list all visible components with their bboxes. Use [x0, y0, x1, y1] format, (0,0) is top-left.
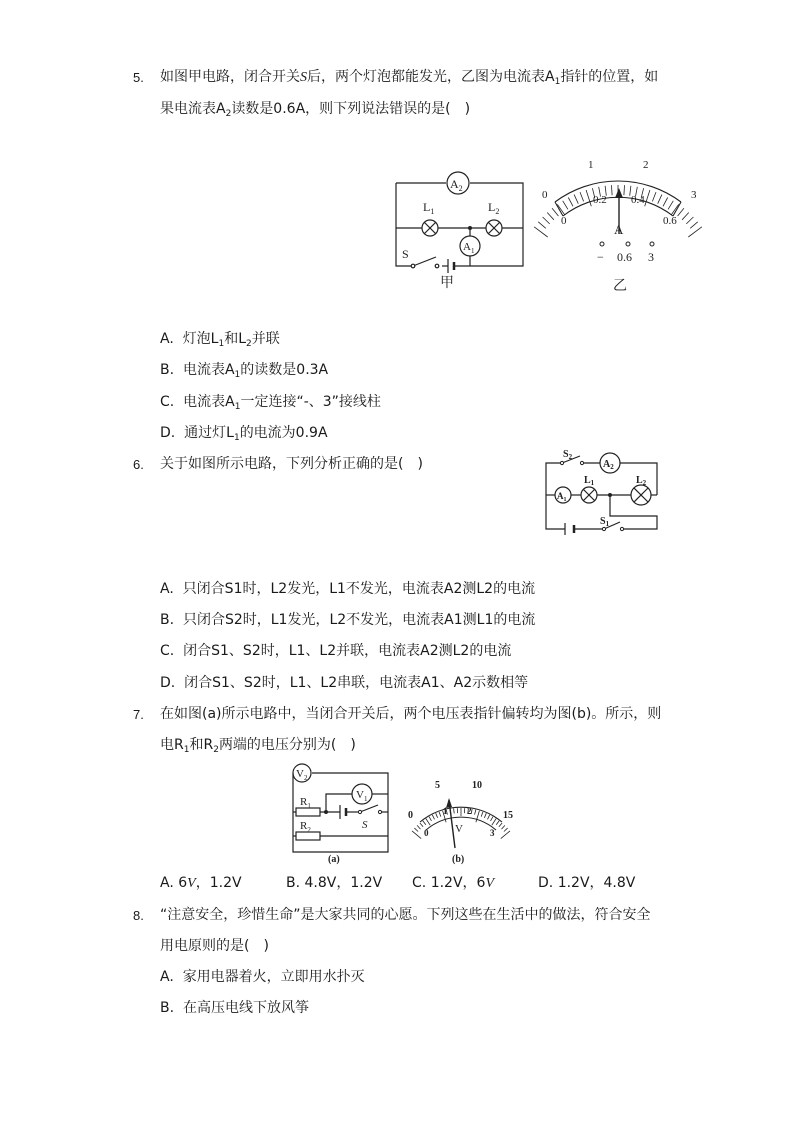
scale-tick	[423, 821, 426, 825]
scale-tick	[645, 190, 650, 206]
figure-caption-a: (a)	[328, 854, 340, 865]
scale-tick	[547, 213, 554, 220]
option-a[interactable]: A. 家用电器着火，立即用水扑灭	[160, 969, 365, 985]
scale-tick	[580, 192, 584, 201]
outer-tick-label-15: 15	[503, 810, 513, 821]
scale-tick	[439, 812, 441, 817]
question-stem-line-2: 电$R_1$和$R_2$两端的电压分别为( )	[160, 737, 356, 755]
terminal-minus: −	[597, 250, 604, 264]
figure-caption-jia: 甲	[440, 276, 454, 291]
voltmeter-dial-b	[402, 772, 520, 868]
option-c[interactable]: C. 电流表$A_1$一定连接“-、3”接线柱	[160, 394, 381, 412]
inner-tick-label-0: 0	[561, 215, 567, 227]
scale-tick	[690, 222, 698, 229]
scale-tick	[624, 185, 625, 195]
resistor-r2-label: $R_2$	[300, 820, 311, 834]
option-d[interactable]: D. 闭合S1、S2时，L1、L2串联，电流表A1、A2示数相等	[160, 675, 529, 691]
circuit-diagram-jia	[388, 168, 528, 293]
scale-tick	[414, 828, 418, 831]
inner-tick-label-0.6: 0.6	[663, 215, 677, 227]
scale-tick	[586, 190, 591, 206]
lamp-l1-label: $L_1$	[584, 475, 595, 487]
scale-tick	[563, 201, 568, 210]
ammeter-a1-label: $A_1$	[463, 241, 475, 255]
question-number: 8.	[133, 908, 144, 923]
inner-tick-label-0.4: 0.4	[631, 194, 645, 206]
scale-tick	[678, 208, 684, 216]
scale-tick	[543, 217, 550, 224]
question-stem: 关于如图所示电路，下列分析正确的是( )	[160, 456, 423, 472]
outer-tick-label-0: 0	[542, 189, 548, 201]
circuit-diagram-q6	[540, 445, 662, 537]
resistor-r1-label: $R_1$	[300, 796, 311, 810]
scale-tick	[454, 808, 455, 813]
scale-tick	[492, 819, 496, 826]
scale-tick	[491, 817, 494, 821]
scale-tick	[484, 813, 486, 818]
ammeter-dial-yi	[533, 150, 703, 298]
option-d[interactable]: D. 1.2V，4.8V	[538, 875, 636, 891]
voltmeter-v2-label: $V_2$	[296, 768, 308, 782]
question-number: 7.	[133, 707, 144, 722]
scale-tick	[412, 831, 421, 839]
option-c[interactable]: C. 1.2V，6V	[412, 875, 494, 891]
scale-tick	[429, 817, 432, 821]
question-number: 6.	[133, 457, 144, 472]
question-stem-line-2: 果电流表$A_2$读数是0.6A，则下列说法错误的是( )	[160, 101, 471, 119]
question-stem-line-2: 用电原则的是( )	[160, 938, 269, 954]
question-stem-line-1: 在如图(a)所示电路中，当闭合开关后，两个电压表指针偏转均为图(b)。所示，则	[160, 706, 662, 722]
scale-tick	[682, 213, 689, 220]
option-a[interactable]: A. 灯泡$L_1$和$L_2$并联	[160, 331, 280, 349]
lamp-l2-label: $L_2$	[636, 475, 647, 487]
question-stem-line-1: “注意安全，珍惜生命”是大家共同的心愿。下列这些在生活中的做法，符合安全	[160, 907, 651, 923]
scale-tick	[668, 201, 673, 210]
scale-tick	[488, 815, 490, 820]
scale-tick	[417, 825, 420, 829]
voltmeter-v1-label: $V_1$	[356, 789, 368, 803]
scale-tick	[552, 208, 558, 216]
ammeter-a1-label: $A_1$	[557, 491, 567, 503]
scale-tick	[504, 828, 508, 831]
scale-tick	[652, 192, 656, 201]
outer-tick-label-2: 2	[643, 159, 649, 171]
terminal-0.6: 0.6	[617, 250, 632, 264]
lamp-l1-label: $L_1$	[423, 200, 435, 216]
scale-tick	[686, 217, 693, 224]
inner-tick-label-0: 0	[424, 828, 429, 838]
option-b[interactable]: B. 只闭合S2时，L1发光，L2不发光，电流表A1测L1的电流	[160, 612, 536, 628]
scale-tick	[574, 195, 578, 204]
question-number: 5.	[133, 70, 144, 85]
option-d[interactable]: D. 通过灯$L_1$的电流为0.9A	[160, 425, 328, 443]
circuit-diagram-a	[280, 760, 396, 868]
scale-tick	[420, 823, 423, 827]
scale-tick	[499, 823, 502, 827]
switch-s1-label: $S_1$	[600, 516, 610, 528]
unit-label-a: A	[614, 222, 624, 237]
scale-tick	[502, 825, 505, 829]
lamp-l2-label: $L_2$	[488, 200, 500, 216]
outer-tick-label-5: 5	[435, 780, 440, 791]
terminal-3: 3	[648, 250, 654, 264]
scale-tick	[426, 819, 430, 826]
option-c[interactable]: C. 闭合S1、S2时，L1、L2并联，电流表A2测L2的电流	[160, 643, 512, 659]
scale-tick	[501, 831, 510, 839]
inner-tick-label-0.2: 0.2	[593, 194, 607, 206]
scale-tick	[436, 813, 438, 818]
unit-label-v: V	[455, 823, 463, 835]
ammeter-a2-label: $A_2$	[450, 177, 463, 193]
ammeter-a2-label: $A_2$	[603, 459, 614, 471]
switch-s-label: S	[402, 247, 409, 261]
switch-s-label: S	[362, 819, 368, 831]
figure-caption-b: (b)	[452, 854, 465, 865]
scale-tick	[568, 198, 573, 207]
scale-tick	[658, 195, 662, 204]
inner-tick-label-1: 1	[443, 806, 448, 816]
option-a[interactable]: A. 6V，1.2V	[160, 875, 242, 891]
outer-tick-label-1: 1	[588, 159, 594, 171]
outer-tick-label-10: 10	[472, 780, 482, 791]
option-a[interactable]: A. 只闭合S1时，L2发光，L1不发光，电流表A2测L2的电流	[160, 581, 536, 597]
scale-tick	[481, 812, 483, 817]
outer-tick-label-0: 0	[408, 810, 413, 821]
option-b[interactable]: B. 电流表$A_1$的读数是0.3A	[160, 362, 329, 380]
inner-tick-label-3: 3	[490, 828, 495, 838]
scale-tick	[496, 821, 499, 825]
outer-tick-label-3: 3	[691, 189, 697, 201]
question-stem-line-1: 如图甲电路，闭合开关S后，两个灯泡都能发光，乙图为电流表$A_1$指针的位置，如	[160, 69, 659, 87]
figure-caption-yi: 乙	[613, 279, 627, 294]
switch-s2-label: $S_2$	[563, 449, 573, 461]
option-b[interactable]: B. 4.8V，1.2V	[286, 875, 383, 891]
option-b[interactable]: B. 在高压电线下放风筝	[160, 1000, 309, 1016]
scale-tick	[612, 185, 613, 195]
scale-tick	[663, 198, 668, 207]
scale-tick	[475, 810, 476, 815]
scale-tick	[432, 815, 434, 820]
scale-tick	[538, 222, 546, 229]
inner-tick-label-2: 2	[467, 806, 472, 816]
